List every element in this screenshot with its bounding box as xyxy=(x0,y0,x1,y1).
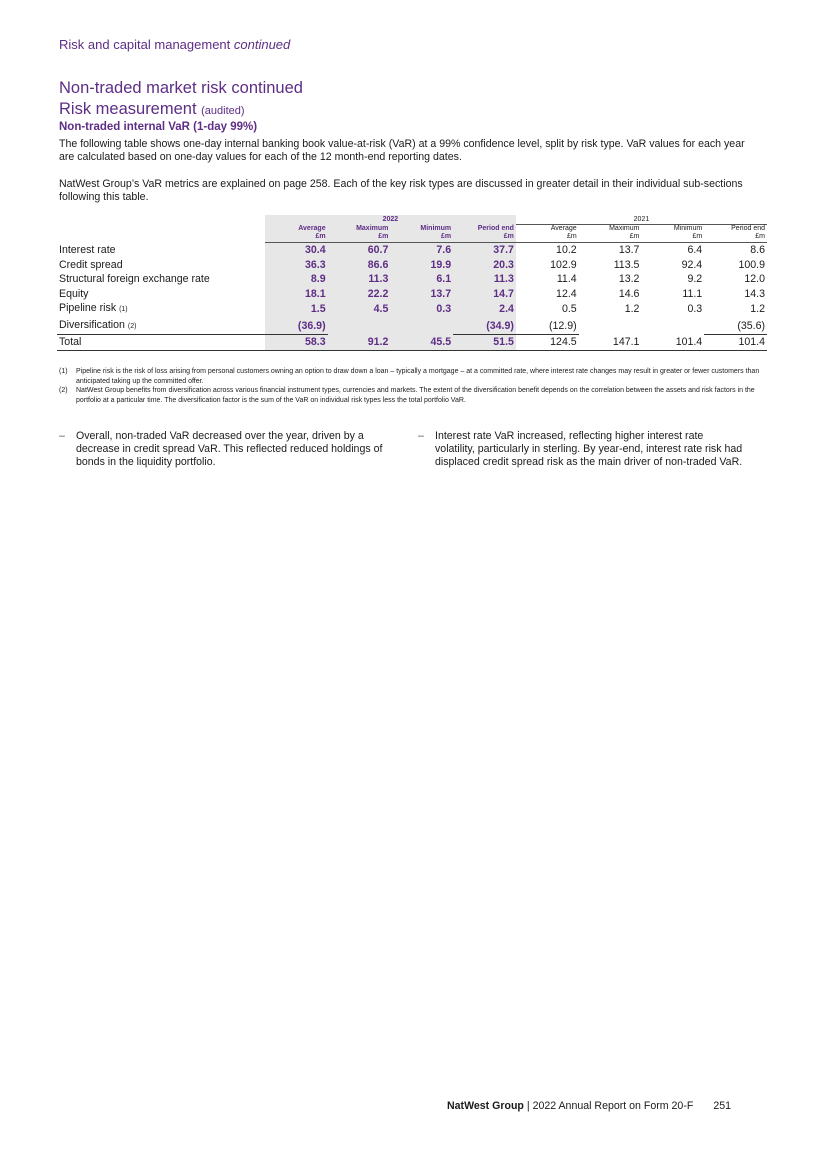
page-number: 251 xyxy=(713,1100,732,1112)
cell-2021: 1.2 xyxy=(624,303,640,315)
table-title: Non-traded internal VaR (1-day 99%) xyxy=(59,121,258,133)
cell-2021: 101.4 xyxy=(641,335,704,351)
intro-paragraph: The following table shows one-day internal banking book value-at-risk (VaR) at a 99% confidence level, split by risk type. VaR values for each year are calculated based on one-day values for each of the 12 month-end reporting dates. xyxy=(59,138,745,163)
cell-2022: 37.7 xyxy=(453,243,516,258)
total-row xyxy=(57,335,767,351)
cell-2022: 11.3 xyxy=(453,272,516,287)
var-table xyxy=(57,215,767,351)
cell-2022: 13.7 xyxy=(390,287,453,302)
cell-2022: 7.6 xyxy=(390,243,453,258)
footnote-2: (2) NatWest Group benefits from diversification across various financial instrument types, currencies and markets. The extent of the diversification benefit depends on the correlation between the assets and risk factors in the portfolio at a particular time. The diversification factor is the sum of the VaR on individual risk types less the total portfolio VaR. xyxy=(59,387,755,404)
cell-2021: 13.2 xyxy=(618,273,640,285)
row-label: Equity xyxy=(59,287,89,300)
column-header-row xyxy=(57,225,767,243)
cell-2021: 12.0 xyxy=(744,273,765,285)
cell-2022: 20.3 xyxy=(453,258,516,273)
cell-2021: 6.4 xyxy=(687,244,703,256)
cell-2022: 11.3 xyxy=(328,272,391,287)
table-row xyxy=(57,287,767,302)
cell-2021: 8.6 xyxy=(750,244,765,256)
row-label: Interest rate xyxy=(59,243,116,256)
footnote-ref: (2) xyxy=(127,322,137,330)
cell-2021: 100.9 xyxy=(738,258,765,271)
cell-2022: 6.1 xyxy=(390,272,453,287)
cell-2021: 13.7 xyxy=(618,244,640,256)
cell-2022 xyxy=(328,318,391,335)
page-title: Non-traded market risk continued xyxy=(59,79,303,97)
cell-2021: 10.2 xyxy=(556,244,577,256)
table-row xyxy=(57,258,767,273)
cell-2021: (35.6) xyxy=(704,318,767,335)
cell-2022: 4.5 xyxy=(328,301,391,318)
col-2021-average: Average £m xyxy=(516,225,579,243)
cell-2022: (36.9) xyxy=(265,318,328,335)
cell-2021: 11.1 xyxy=(682,287,703,300)
cell-2021: 12.4 xyxy=(556,287,577,300)
cell-2021 xyxy=(579,318,642,335)
year-2021-header: 2021 xyxy=(516,215,767,225)
cell-2021: 113.5 xyxy=(613,258,640,271)
cell-2021: (12.9) xyxy=(516,318,579,335)
col-2022-minimum: Minimum £m xyxy=(390,225,453,243)
cell-2021: 102.9 xyxy=(550,258,577,271)
cell-2022: 1.5 xyxy=(265,301,328,318)
page-footer: NatWest Group | 2022 Annual Report on Form 20-F 251 xyxy=(447,1100,732,1112)
col-2022-maximum: Maximum £m xyxy=(328,225,391,243)
cell-2022: 0.3 xyxy=(390,301,453,318)
cell-2022: 30.4 xyxy=(265,243,328,258)
cell-2022: 36.3 xyxy=(265,258,328,273)
cell-2021: 101.4 xyxy=(704,335,767,351)
cell-2022: 91.2 xyxy=(328,335,391,351)
col-2021-maximum: Maximum £m xyxy=(579,225,642,243)
table-row xyxy=(57,318,767,335)
cell-2022: 60.7 xyxy=(328,243,391,258)
cell-2022: 58.3 xyxy=(265,335,328,351)
cell-2022: 8.9 xyxy=(265,272,328,287)
cell-2021 xyxy=(641,318,704,335)
row-label: Diversification (2) xyxy=(59,318,137,331)
cell-2022: 22.2 xyxy=(328,287,391,302)
cell-2021: 14.6 xyxy=(618,287,640,300)
cell-2022: 45.5 xyxy=(390,335,453,351)
cell-2021: 9.2 xyxy=(687,273,703,285)
col-2022-period-end: Period end £m xyxy=(453,225,516,243)
col-2022-average: Average £m xyxy=(265,225,328,243)
footnote-ref: (1) xyxy=(119,306,128,313)
col-2021-period-end: Period end £m xyxy=(704,225,767,243)
var-table-body xyxy=(57,243,767,351)
section-header: Risk and capital management continued xyxy=(59,37,291,52)
row-label: Credit spread xyxy=(59,258,123,271)
year-2022-header: 2022 xyxy=(265,215,516,225)
table-row xyxy=(57,301,767,318)
cell-2022: 86.6 xyxy=(328,258,391,273)
cell-2021: 0.5 xyxy=(561,303,577,315)
cell-2022: (34.9) xyxy=(453,318,516,335)
table-row xyxy=(57,272,767,287)
bullet-point: – Overall, non-traded VaR decreased over the year, driven by a decrease in credit spread VaR. This reflected reduced holdings of bonds in the liquidity portfolio. xyxy=(59,430,383,468)
row-label: Pipeline risk (1) xyxy=(59,302,128,314)
cell-2022: 18.1 xyxy=(265,287,328,302)
cell-2021: 1.2 xyxy=(750,303,765,315)
footnote-1: (1) Pipeline risk is the risk of loss arising from personal customers owning an option to draw down a loan – typically a mortgage – at a committed rate, where interest rate changes may result in greater or fewer customers than anticipated taking up the committed offer. xyxy=(59,368,760,385)
cell-2021: 124.5 xyxy=(516,335,579,351)
intro-paragraph-2: NatWest Group’s VaR metrics are explained on page 258. Each of the key risk types are discussed in greater detail in their individual sub-sections following this table. xyxy=(59,178,743,203)
col-2021-minimum: Minimum £m xyxy=(641,225,704,243)
year-header-row xyxy=(57,215,767,225)
cell-2022: 19.9 xyxy=(390,258,453,273)
cell-2021: 0.3 xyxy=(687,303,703,315)
cell-2021: 11.4 xyxy=(556,273,577,285)
cell-2022: 14.7 xyxy=(453,287,516,302)
table-row xyxy=(57,243,767,258)
cell-2021: 92.4 xyxy=(681,258,703,271)
bullet-point: – Interest rate VaR increased, reflecting higher interest rate volatility, particularly in sterling. By year-end, interest rate risk had displaced credit spread risk as the main driver of non-traded VaR. xyxy=(418,430,743,468)
cell-2021: 14.3 xyxy=(744,287,765,300)
cell-2022 xyxy=(390,318,453,335)
subtitle: Risk measurement (audited) xyxy=(59,100,245,118)
row-label: Structural foreign exchange rate xyxy=(59,273,210,285)
row-label: Total xyxy=(57,335,265,351)
cell-2022: 2.4 xyxy=(453,301,516,318)
cell-2022: 51.5 xyxy=(453,335,516,351)
footnotes xyxy=(59,367,769,405)
cell-2021: 147.1 xyxy=(579,335,642,351)
